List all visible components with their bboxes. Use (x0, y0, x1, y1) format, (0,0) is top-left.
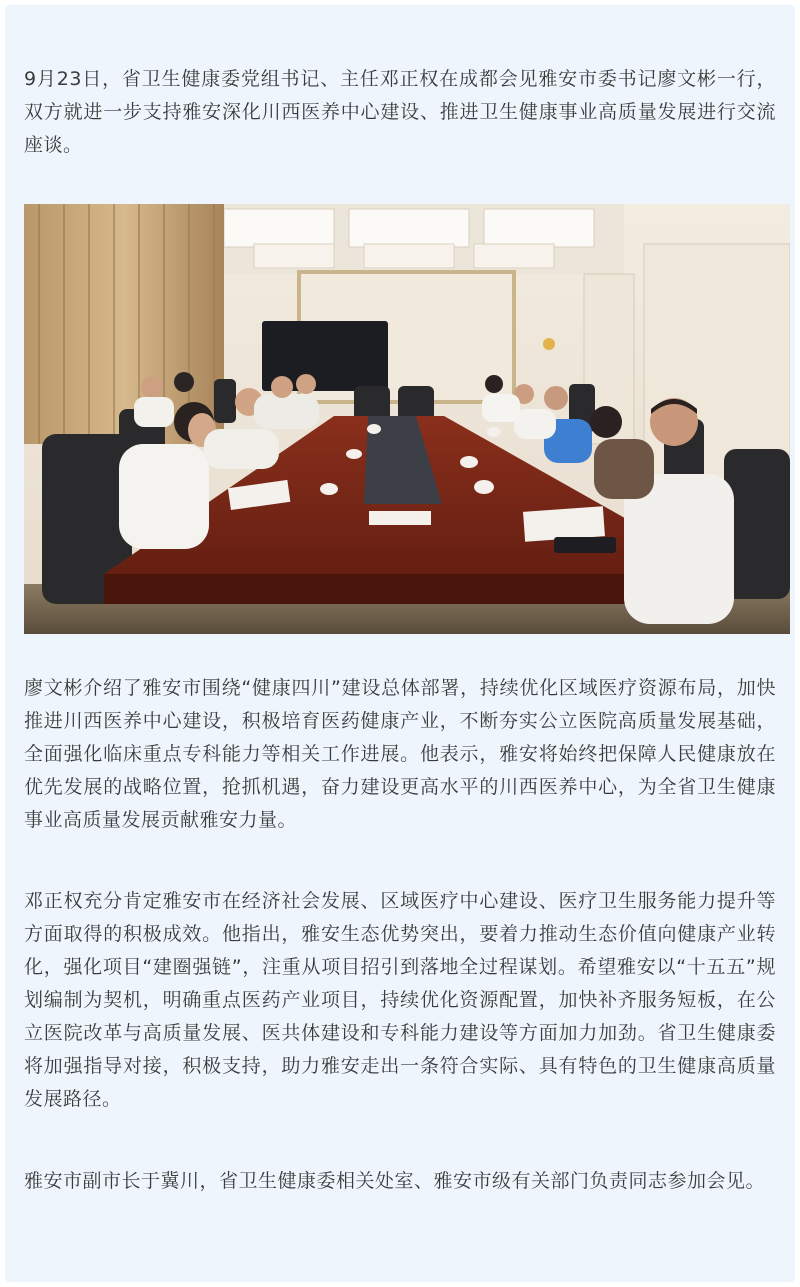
article-paragraph-3: 邓正权充分肯定雅安市在经济社会发展、区域医疗中心建设、医疗卫生服务能力提升等方面取得的积极成效。他指出，雅安生态优势突出，要着力推动生态价值向健康产业转化，强化项目“建圈强链”，注重从项目招引到落地全过程谋划。希望雅安以“十五五”规划编制为契机，明确重点医药产业项目，持续优化资源配置，加快补齐服务短板，在公立医院改革与高质量发展、医共体建设和专科能力建设等方面加力加劲。省卫生健康委将加强指导对接，积极支持，助力雅安走出一条符合实际、具有特色的卫生健康高质量发展路径。 (24, 890, 776, 1110)
article-paragraph-2: 廖文彬介绍了雅安市围绕“健康四川”建设总体部署，持续优化区域医疗资源布局，加快推进川西医养中心建设，积极培育医药健康产业，不断夯实公立医院高质量发展基础，全面强化临床重点专科能力等相关工作进展。他表示，雅安将始终把保障人民健康放在优先发展的战略位置，抢抓机遇，奋力建设更高水平的川西医养中心，为全省卫生健康事业高质量发展贡献雅安力量。 (24, 677, 776, 831)
article-card (5, 5, 795, 1282)
article-paragraph-4: 雅安市副市长于冀川，省卫生健康委相关处室、雅安市级有关部门负责同志参加会见。 (24, 1170, 766, 1192)
article-paragraph-1: 9月23日，省卫生健康委党组书记、主任邓正权在成都会见雅安市委书记廖文彬一行，双方就进一步支持雅安深化川西医养中心建设、推进卫生健康事业高质量发展进行交流座谈。 (24, 68, 776, 156)
meeting-photo (24, 204, 790, 634)
